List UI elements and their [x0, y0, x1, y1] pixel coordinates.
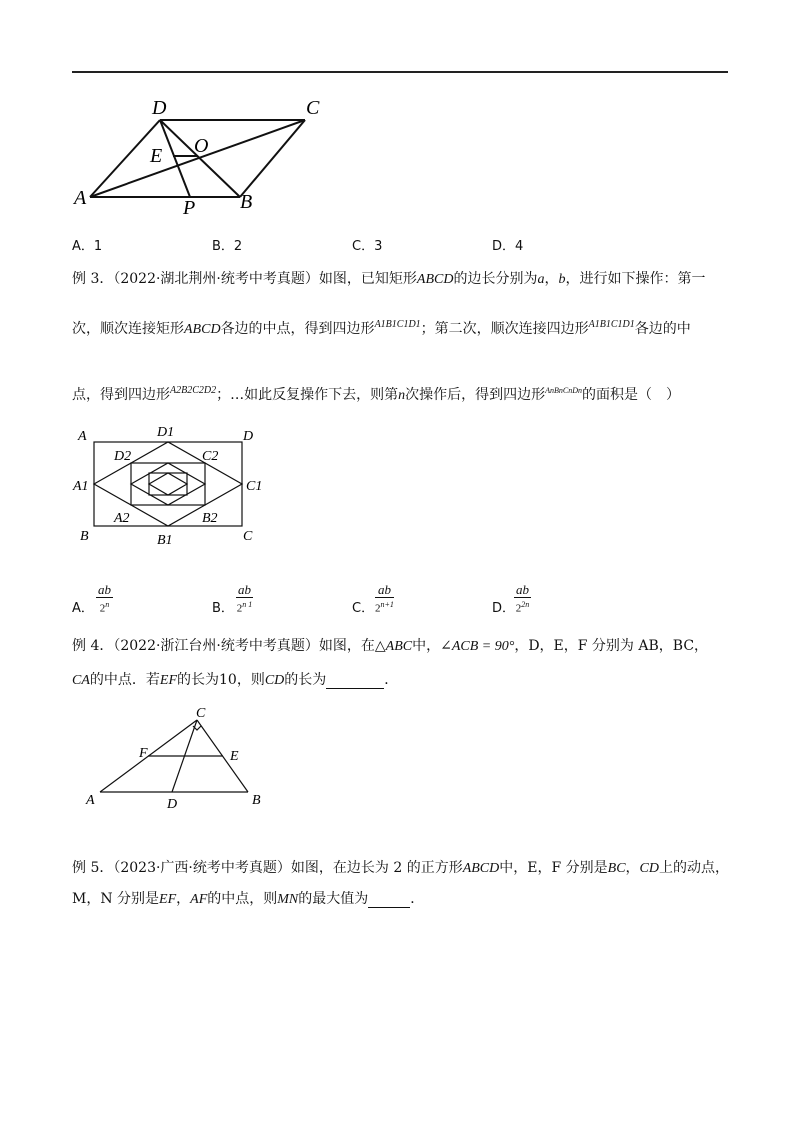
ex3-sym-a2b2c2d2 — [170, 385, 216, 396]
label-a2: A2 — [114, 511, 130, 526]
ex5-text: 的最大值为 — [298, 891, 369, 907]
segment-dp — [160, 120, 190, 197]
top-rule — [72, 71, 728, 73]
ex3-text: 例 3．（2022·湖北荆州·统考中考真题）如图，已知矩形 — [72, 271, 417, 287]
ex5-cd: CD — [639, 861, 659, 876]
label-d1: D1 — [157, 425, 175, 440]
sym-text: A1B1C1D1 — [588, 319, 635, 330]
fraction-denominator — [96, 598, 113, 616]
label-e: E — [150, 145, 163, 167]
q2-option-a[interactable]: A．1 — [72, 239, 103, 254]
label-d2: D2 — [114, 449, 132, 464]
label-p: P — [183, 197, 196, 217]
ex4-answer-blank[interactable] — [326, 672, 384, 689]
ex4-text: 的长为10，则 — [177, 672, 265, 688]
ex5-text: M，N 分别是 — [72, 891, 160, 907]
ex3-text: 的边长分别为 — [453, 271, 538, 287]
label-a1: A1 — [73, 479, 89, 494]
label-c: C — [196, 706, 206, 721]
label-b: B — [80, 529, 89, 544]
ex3-sym-a1b1c1d1 — [375, 319, 421, 330]
fraction-denominator — [514, 598, 531, 616]
ex3-line-2 — [72, 318, 691, 338]
ex4-ca: CA — [72, 673, 90, 688]
ex5-mn: MN — [277, 892, 299, 907]
label-b: B — [240, 191, 253, 213]
label-a: A — [86, 793, 95, 808]
ex3-line-3 — [72, 384, 680, 404]
sym-text: AnBnCnDn — [545, 386, 582, 395]
fraction-numerator: ab — [238, 582, 251, 597]
label-a: A — [78, 429, 87, 444]
ex5-answer-blank[interactable] — [368, 891, 410, 908]
fraction-numerator: ab — [98, 582, 111, 597]
rhombus-3 — [149, 473, 187, 495]
q3-option-d-fraction[interactable] — [514, 582, 531, 616]
label-o: O — [194, 135, 209, 157]
q2-option-d[interactable]: D．4 — [492, 239, 524, 254]
ex3-abcd: ABCD — [184, 322, 221, 337]
ex3-var-b: b — [558, 272, 566, 287]
label-c2: C2 — [202, 449, 219, 464]
fraction-numerator: ab — [516, 582, 529, 597]
ex3-text: ；第二次，顺次连接四边形 — [420, 321, 589, 337]
ex5-text: 的中点，则 — [207, 891, 278, 907]
sym-text: A1B1C1D1 — [374, 319, 421, 330]
figure-right-triangle — [80, 700, 280, 812]
den-base: 2 — [99, 602, 106, 615]
q3-option-c-letter[interactable]: C． — [352, 601, 375, 616]
q3-option-b-letter[interactable]: B． — [212, 601, 234, 616]
ex5-text: 中，E，F 分别是 — [499, 860, 608, 876]
ex5-abcd: ABCD — [462, 861, 500, 876]
ex3-var-n: n — [398, 388, 406, 403]
ex3-line-1 — [72, 268, 705, 288]
ex4-angle: ∠ACB = 90° — [440, 639, 515, 654]
q2-option-b[interactable]: B．2 — [212, 239, 243, 254]
ex3-text: 点，得到四边形 — [72, 387, 170, 403]
den-exponent: n — [105, 600, 110, 609]
ex5-ef: EF — [159, 892, 177, 907]
ex4-text: 例 4．（2022·浙江台州·统考中考真题）如图，在 — [72, 638, 375, 654]
ex5-text: ． — [410, 891, 425, 907]
ex5-af: AF — [190, 892, 208, 907]
den-exponent: n+1 — [380, 600, 394, 609]
ex3-text: 的面积是（ ） — [582, 387, 680, 403]
ex4-triangle: △ABC — [374, 639, 413, 654]
ex4-text: ． — [384, 672, 399, 688]
ex3-text: 各边的中点，得到四边形 — [220, 321, 375, 337]
label-c: C — [306, 97, 320, 119]
label-d: D — [243, 429, 254, 444]
fraction-denominator — [375, 598, 394, 616]
ex4-text: ，D，E，F 分别为 AB，BC， — [514, 638, 709, 654]
rect-2 — [131, 463, 205, 505]
ex3-text: ；…如此反复操作下去，则第 — [216, 387, 399, 403]
ex5-text: ， — [176, 891, 191, 907]
figure-parallelogram — [70, 92, 340, 217]
label-c: C — [243, 529, 253, 544]
ex4-text: 的长为 — [284, 672, 327, 688]
sym-text: A2B2C2D2 — [170, 385, 217, 396]
ex3-var-a: a — [537, 272, 545, 287]
ex3-text: 各边的中 — [634, 321, 691, 337]
q3-option-a-letter[interactable]: A． — [72, 601, 94, 616]
ex5-line-1 — [72, 857, 729, 877]
ex3-text: ， — [544, 271, 559, 287]
den-exponent: n 1 — [242, 600, 253, 609]
q2-option-c[interactable]: C．3 — [352, 239, 383, 254]
den-base: 2 — [236, 602, 243, 615]
label-b2: B2 — [202, 511, 218, 526]
ex3-sym-anbncndn — [545, 386, 582, 395]
ex3-text: ，进行如下操作：第一 — [565, 271, 706, 287]
den-base: 2 — [515, 602, 522, 615]
ex5-text: 例 5．（2023·广西·统考中考真题）如图，在边长为 2 的正方形 — [72, 860, 463, 876]
label-e: E — [230, 749, 239, 764]
rect-3 — [149, 473, 187, 495]
ex4-cd: CD — [264, 673, 285, 688]
ex4-text: 中， — [412, 638, 441, 654]
fraction-numerator: ab — [375, 582, 394, 598]
rhombus-2 — [131, 463, 205, 505]
fraction-denominator — [236, 598, 253, 616]
label-c1: C1 — [246, 479, 263, 494]
label-f: F — [139, 746, 148, 761]
ex3-text: 次，顺次连接矩形 — [72, 321, 184, 337]
q3-option-a-fraction[interactable] — [96, 582, 113, 616]
q3-option-b-fraction[interactable] — [236, 582, 253, 616]
ex5-text: 上的动点， — [659, 860, 729, 876]
ex4-ef: EF — [159, 673, 177, 688]
ex4-line-1 — [72, 635, 708, 655]
figure-nested-quadrilaterals — [70, 420, 280, 550]
label-b: B — [252, 793, 261, 808]
label-d: D — [167, 797, 178, 812]
den-exponent: 2n — [521, 600, 530, 609]
label-a: A — [74, 187, 87, 209]
q3-option-d-letter[interactable]: D． — [492, 601, 516, 616]
ex4-text: 的中点．若 — [89, 672, 160, 688]
ex3-abcd: ABCD — [416, 272, 454, 287]
label-b1: B1 — [157, 533, 173, 548]
ex5-line-2 — [72, 888, 424, 908]
ex4-line-2 — [72, 669, 398, 689]
ex3-text: 次操作后，得到四边形 — [405, 387, 546, 403]
ex3-sym-a1b1c1d1-2 — [589, 319, 635, 330]
den-base: 2 — [375, 602, 381, 615]
diagonal-db — [160, 120, 240, 197]
label-d: D — [152, 97, 167, 119]
ex5-text: ， — [625, 860, 640, 876]
ex5-bc: BC — [607, 861, 626, 876]
q3-option-c-fraction[interactable] — [375, 582, 394, 616]
